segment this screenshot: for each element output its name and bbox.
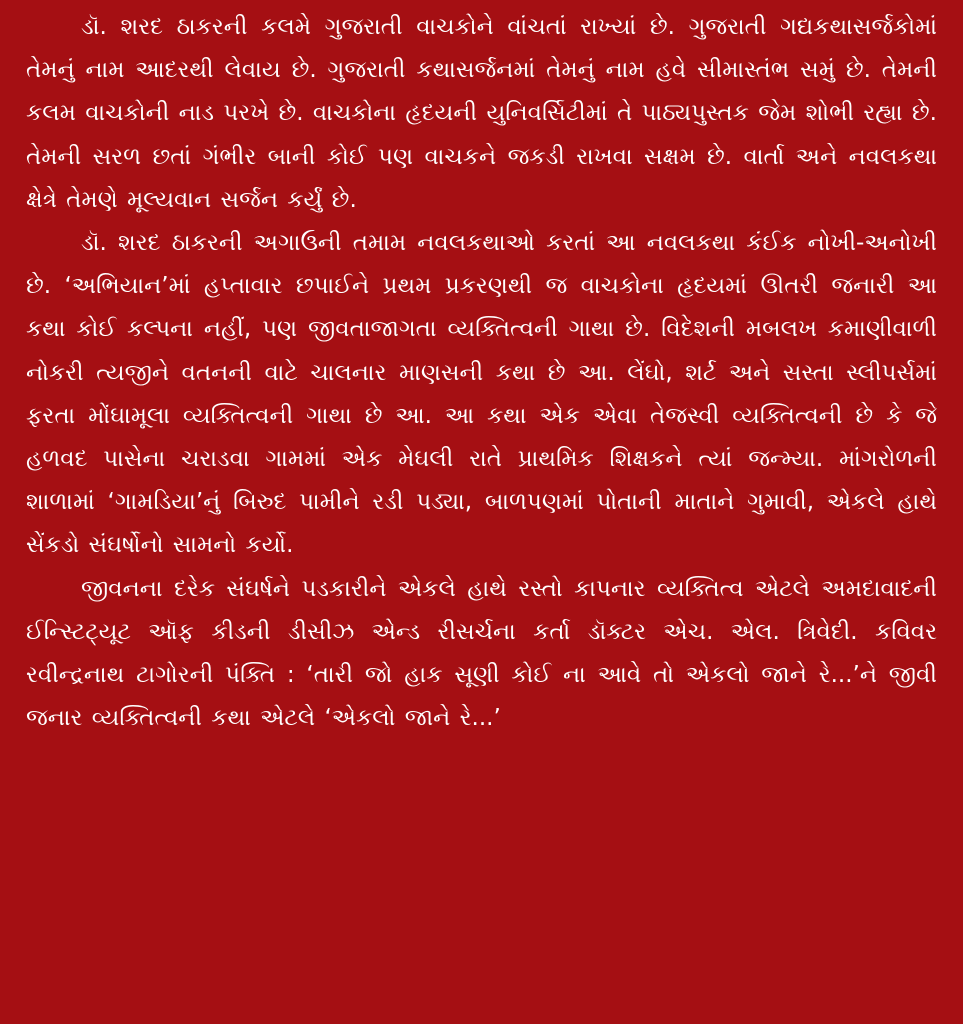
paragraph-intro: ડૉ. શરદ ઠાકરની કલમે ગુજરાતી વાચકોને વાંચતાં રાખ્યાં છે. ગુજરાતી ગદ્યકથાસર્જકોમાં તેમનું નામ આદરથી લેવાય છે. ગુજરાતી કથાસર્જનમાં તેમનું નામ હવે સીમાસ્તંભ સમું છે. તેમની કલમ વાચકોની નાડ પરખે છે. વાચકોના હૃદયની યુનિવર્સિટીમાં તે પાઠ્યપુસ્તક જેમ શોભી રહ્યા છે. તેમની સરળ છતાં ગંભીર બાની કોઈ પણ વાચકને જકડી રાખવા સક્ષમ છે. વાર્તા અને નવલકથા ક્ષેત્રે તેમણે મૂલ્યવાન સર્જન કર્યું છે. bbox=[26, 14, 937, 213]
paragraph-novel: ડૉ. શરદ ઠાકરની અગાઉની તમામ નવલકથાઓ કરતાં આ નવલકથા કંઈક નોખી-અનોખી છે. ‘અભિયાન’માં હપ્તાવાર છપાઈને પ્રથમ પ્રકરણથી જ વાચકોના હૃદયમાં ઊતરી જનારી આ કથા કોઈ કલ્પના નહીં, પણ જીવતાજાગતા વ્યક્તિત્વની ગાથા છે. વિદેશની મબલખ કમાણીવાળી નોકરી ત્યજીને વતનની વાટે ચાલનાર માણસની કથા છે આ. લેંઘો, શર્ટ અને સસ્તા સ્લીપર્સમાં ફરતા મોંઘામૂલા વ્યક્તિત્વની ગાથા છે આ. આ કથા એક એવા તેજસ્વી વ્યક્તિત્વની છે કે જે હળવદ પાસેના ચરાડવા ગામમાં એક મેઘલી રાતે પ્રાથમિક શિક્ષકને ત્યાં જન્મ્યા. માંગરોળની શાળામાં ‘ગામડિયા’નું બિરુદ પામીને રડી પડ્યા, બાળપણમાં પોતાની માતાને ગુમાવી, એકલે હાથે સેંકડો સંઘર્ષોનો સામનો કર્યો. bbox=[26, 230, 937, 559]
paragraph-personality: જીવનના દરેક સંઘર્ષને પડકારીને એકલે હાથે રસ્તો કાપનાર વ્યક્તિત્વ એટલે અમદાવાદની ઈન્સ્ટિટ્યૂટ ઑફ કીડની ડીસીઝ એન્ડ રીસર્ચના કર્તા ડૉક્ટર એચ. એલ. ત્રિવેદી. કવિવર રવીન્દ્રનાથ ટાગોરની પંક્તિ : ‘તારી જો હાક સૂણી કોઈ ના આવે તો એકલો જાને રે...’ને જીવી જનાર વ્યક્તિત્વની કથા એટલે ‘એકલો જાને રે...’ bbox=[26, 575, 937, 732]
